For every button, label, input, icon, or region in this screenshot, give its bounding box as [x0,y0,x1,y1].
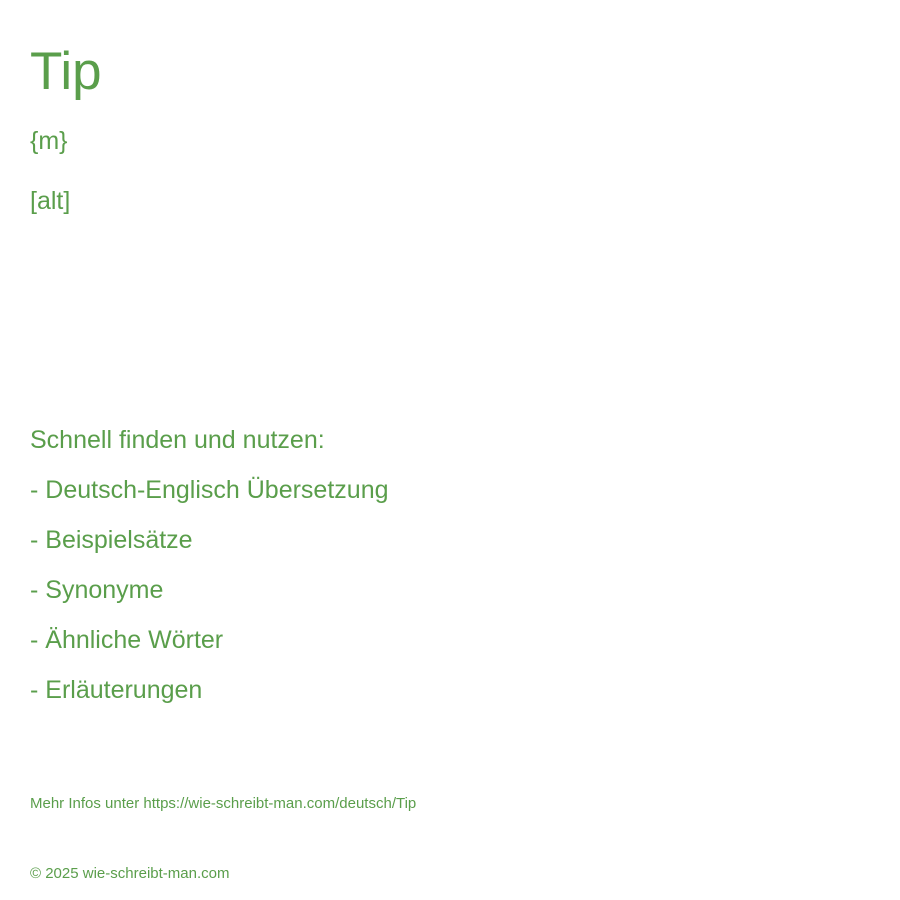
feature-item-translation: - Deutsch-Englisch Übersetzung [30,476,389,504]
feature-item-explanations: - Erläuterungen [30,676,203,704]
gender-label: {m} [30,127,68,155]
more-info-text: Mehr Infos unter https://wie-schreibt-man.com/deutsch/Tip [30,795,417,812]
feature-list-heading: Schnell finden und nutzen: [30,426,325,454]
copyright-text: © 2025 wie-schreibt-man.com [30,865,230,882]
feature-items [30,475,389,725]
entry-word: Tip [30,42,102,101]
feature-item-example-sentences: - Beispielsätze [30,526,193,554]
feature-item-synonyms: - Synonyme [30,576,164,604]
feature-list [30,425,389,725]
feature-item-similar-words: - Ähnliche Wörter [30,626,224,654]
register-label: [alt] [30,187,71,215]
